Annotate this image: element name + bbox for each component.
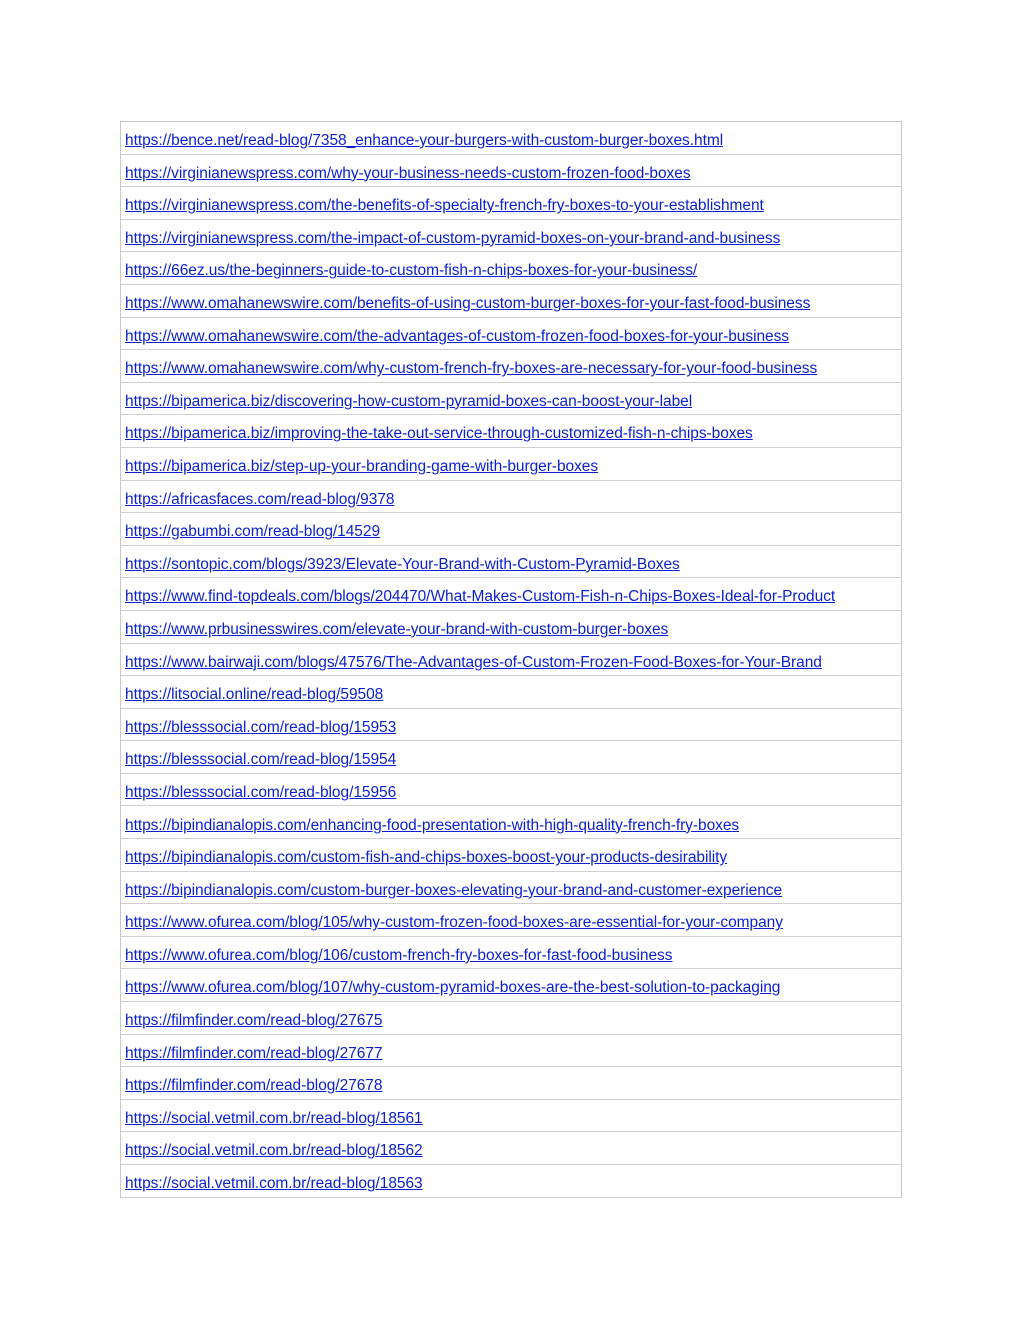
table-row (121, 546, 901, 579)
table-row (121, 220, 901, 253)
table-row (121, 644, 901, 677)
link[interactable]: https://www.ofurea.com/blog/106/custom-french-fry-boxes-for-fast-food-business (125, 946, 673, 964)
link[interactable]: https://social.vetmil.com.br/read-blog/18562 (125, 1142, 423, 1160)
link[interactable]: https://bipamerica.biz/improving-the-take-out-service-through-customized-fish-n-chips-boxes (125, 425, 753, 443)
table-row (121, 481, 901, 514)
link[interactable]: https://africasfaces.com/read-blog/9378 (125, 490, 395, 508)
table-row (121, 578, 901, 611)
link[interactable]: https://gabumbi.com/read-blog/14529 (125, 523, 381, 541)
link[interactable]: https://virginianewspress.com/why-your-business-needs-custom-frozen-food-boxes (125, 164, 691, 182)
link[interactable]: https://www.bairwaji.com/blogs/47576/The-Advantages-of-Custom-Frozen-Food-Boxes-for-Your-Brand (125, 653, 822, 671)
table-row (121, 937, 901, 970)
link[interactable]: https://social.vetmil.com.br/read-blog/18563 (125, 1175, 423, 1193)
link[interactable]: https://www.prbusinesswires.com/elevate-your-brand-with-custom-burger-boxes (125, 620, 669, 638)
table-row (121, 676, 901, 709)
table-row (121, 1100, 901, 1133)
table-row (121, 872, 901, 905)
link[interactable]: https://blesssocial.com/read-blog/15954 (125, 751, 397, 769)
table-row (121, 122, 901, 155)
link[interactable]: https://www.omahanewswire.com/benefits-of-using-custom-burger-boxes-for-your-fast-food-business (125, 295, 811, 313)
table-row (121, 1002, 901, 1035)
table-row (121, 904, 901, 937)
link[interactable]: https://filmfinder.com/read-blog/27675 (125, 1012, 383, 1030)
table-row (121, 741, 901, 774)
table-row (121, 806, 901, 839)
table-row (121, 1067, 901, 1100)
table-row (121, 774, 901, 807)
link[interactable]: https://www.find-topdeals.com/blogs/204470/What-Makes-Custom-Fish-n-Chips-Boxes-Ideal-for-Product (125, 588, 836, 606)
link[interactable]: https://filmfinder.com/read-blog/27677 (125, 1044, 383, 1062)
link[interactable]: https://bence.net/read-blog/7358_enhance-your-burgers-with-custom-burger-boxes.html (125, 132, 724, 150)
link[interactable]: https://www.ofurea.com/blog/105/why-custom-frozen-food-boxes-are-essential-for-your-company (125, 914, 783, 932)
link[interactable]: https://bipamerica.biz/discovering-how-custom-pyramid-boxes-can-boost-your-label (125, 392, 693, 410)
link[interactable]: https://66ez.us/the-beginners-guide-to-custom-fish-n-chips-boxes-for-your-business/ (125, 262, 698, 280)
table-row (121, 350, 901, 383)
table-row (121, 969, 901, 1002)
table-row (121, 611, 901, 644)
table-row (121, 155, 901, 188)
table-row (121, 448, 901, 481)
link[interactable]: https://blesssocial.com/read-blog/15953 (125, 718, 397, 736)
table-row (121, 709, 901, 742)
link-table (120, 121, 902, 1198)
link[interactable]: https://bipindianalopis.com/enhancing-food-presentation-with-high-quality-french-fry-boxes (125, 816, 740, 834)
table-row (121, 513, 901, 546)
table-row (121, 1035, 901, 1068)
link[interactable]: https://www.omahanewswire.com/the-advantages-of-custom-frozen-food-boxes-for-your-business (125, 327, 790, 345)
table-row (121, 187, 901, 220)
link[interactable]: https://blesssocial.com/read-blog/15956 (125, 783, 397, 801)
link[interactable]: https://litsocial.online/read-blog/59508 (125, 686, 384, 704)
link[interactable]: https://virginianewspress.com/the-impact-of-custom-pyramid-boxes-on-your-brand-and-business (125, 229, 781, 247)
table-row (121, 415, 901, 448)
table-row (121, 383, 901, 416)
table-row (121, 1132, 901, 1165)
table-row (121, 839, 901, 872)
link[interactable]: https://social.vetmil.com.br/read-blog/18561 (125, 1109, 423, 1127)
link[interactable]: https://www.ofurea.com/blog/107/why-custom-pyramid-boxes-are-the-best-solution-to-packaging (125, 979, 781, 997)
link[interactable]: https://bipamerica.biz/step-up-your-branding-game-with-burger-boxes (125, 457, 599, 475)
link[interactable]: https://bipindianalopis.com/custom-burger-boxes-elevating-your-brand-and-customer-experience (125, 881, 783, 899)
link[interactable]: https://www.omahanewswire.com/why-custom-french-fry-boxes-are-necessary-for-your-food-business (125, 360, 818, 378)
table-row (121, 252, 901, 285)
link[interactable]: https://bipindianalopis.com/custom-fish-and-chips-boxes-boost-your-products-desirability (125, 849, 728, 867)
link[interactable]: https://filmfinder.com/read-blog/27678 (125, 1077, 383, 1095)
link[interactable]: https://sontopic.com/blogs/3923/Elevate-Your-Brand-with-Custom-Pyramid-Boxes (125, 555, 680, 573)
table-row (121, 318, 901, 351)
table-row (121, 1165, 901, 1198)
table-row (121, 285, 901, 318)
link[interactable]: https://virginianewspress.com/the-benefits-of-specialty-french-fry-boxes-to-your-establishment (125, 197, 764, 215)
